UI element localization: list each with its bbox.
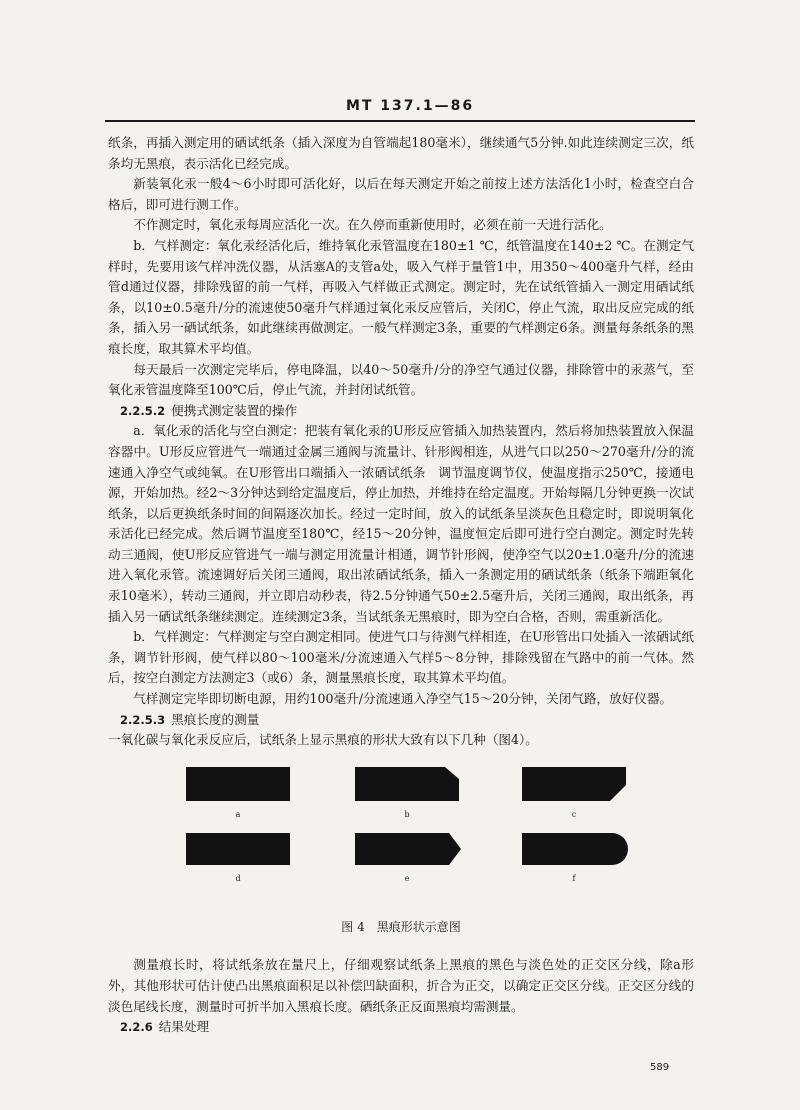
- page-number: 589: [650, 1062, 670, 1073]
- paragraph: 新装氧化汞一般4～6小时即可活化好，以后在每天测定开始之前按上述方法活化1小时，检查空白合格后，即可进行测工作。: [108, 176, 694, 212]
- paragraph: b．气样测定：气样测定与空白测定相同。使进气口与待测气样相连，在U形管出口处插入一浓硒试纸条，调节针形阀，使气样以80～100毫米/分流速通入气样5～8分钟，排除残留在气路中的前一气体。然后，按空白测定方法测定3（或6）条，测量黑痕长度，取其算术平均值。: [108, 629, 694, 686]
- shape-label-c: c: [571, 809, 577, 819]
- shape-label-d: d: [235, 873, 241, 883]
- stain-shape-a: [186, 767, 290, 801]
- shape-label-e: e: [404, 873, 410, 883]
- paragraph: 不作测定时，氧化汞每周应活化一次。在久停而重新使用时，必须在前一天进行活化。: [133, 217, 612, 233]
- stain-shape-c: [522, 767, 626, 801]
- paragraph: 测量痕长时，将试纸条放在量尺上，仔细观察试纸条上黑痕的黑色与淡色处的正交区分线，除a形外，其他形状可估计使凸出黑痕面积足以补偿凹缺面积，折合为正交，以确定正交区分线。正交区分线的淡色尾线长度，测量时可折半加入黑痕长度。硒纸条正反面黑痕均需测量。: [108, 957, 694, 1014]
- header-rule: [105, 120, 695, 122]
- section-heading-2252: [120, 401, 694, 422]
- paragraph: b．气样测定：氧化汞经活化后，维持氧化汞管温度在180±1 ℃，纸管温度在140±2 ℃。在测定气样时，先要用该气样冲洗仪器，从活塞A的支管a处，吸入气样于量管1中，用350～400毫升气样，经由管d通过仪器，排除残留的前一气样，再吸入气样做正式测定。测定时，先在试纸管插入一测定用硒试纸条，以10±0.5毫升/分的流速使50毫升气样通过氧化汞反应管后，关闭C，停止气流，取出反应完成的纸条，插入另一硒试纸条，如此继续再做测定。一般气样测定3条，重要的气样测定6条。测量每条纸条的黑痕长度，取其算术平均值。: [108, 237, 694, 356]
- paragraph: 纸条，再插入测定用的硒试纸条（插入深度为自管端起180毫米），继续通气5分钟.如此连续测定三次，纸条均无黑痕，表示活化已经完成。: [108, 135, 694, 171]
- shape-label-f: f: [572, 873, 576, 883]
- figure-4: [108, 757, 694, 909]
- section-title: 便携式测定装置的操作: [171, 402, 298, 418]
- section-heading-226: [120, 1017, 694, 1038]
- shape-label-a: a: [235, 809, 241, 819]
- paragraph: 气样测定完毕即切断电源，用约100毫升/分流速通入净空气15～20分钟，关闭气路，放好仪器。: [133, 691, 673, 707]
- paragraph: 一氧化碳与氧化汞反应后，试纸条上显示黑痕的形状大致有以下几种（图4）。: [108, 732, 538, 748]
- stain-shape-d: [186, 833, 290, 865]
- body-text: [108, 133, 694, 1038]
- section-title: 黑痕长度的测量: [171, 711, 260, 727]
- section-number: 2.2.5.3: [120, 712, 166, 727]
- shape-label-b: b: [404, 809, 410, 819]
- section-heading-2253: [120, 710, 694, 731]
- section-number: 2.2.6: [120, 1020, 153, 1035]
- paragraph: 每天最后一次测定完毕后，停电降温，以40～50毫升/分的净空气通过仪器，排除管中的汞蒸气，至氧化汞管温度降至100℃后，停止气流，并封闭试纸管。: [108, 361, 694, 398]
- stain-shape-f: [522, 833, 628, 865]
- stain-shape-b: [355, 767, 459, 801]
- standard-code-header: MT 137.1—86: [345, 98, 475, 114]
- section-title: 结果处理: [158, 1019, 210, 1035]
- section-number: 2.2.5.2: [120, 403, 166, 418]
- paragraph: a．氧化汞的活化与空白测定：把装有氧化汞的U形反应管插入加热装置内，然后将加热装置放入保温容器中。U形反应管进气一端通过金属三通阀与流量计、针形阀相连，从进气口以250～270毫升/分的流速通入净空气或纯氧。在U形管出口端插入一浓硒试纸条 调节温度调节仪，使温度指示250℃，接通电源，开始加热。经2～3分钟达到给定温度后，停止加热，并维持在给定温度。开始每隔几分钟更换一次试纸条，以后更换纸条时间的间隔逐次加长。经过一定时间，放入的试纸条呈淡灰色且稳定时，即说明氧化汞活化已经完成。然后调节温度至180℃，经15～20分钟，温度恒定后即可进行空白测定。测定时先转动三通阀，使U形反应管进气一端与测定用流量计相通，调节针形阀，使净空气以20±1.0毫升/分的流速进入氧化汞管。流速调好后关闭三通阀，取出浓硒试纸条，插入一条测定用的硒试纸条（纸条下端距氧化汞10毫米），转动三通阀，并立即启动秒表，待2.5分钟通气50±2.5毫升后，关闭三通阀，取出纸条，再插入另一硒试纸条继续测定。连续测定3条，当试纸条无黑痕时，即为空白合格，否则，需重新活化。: [108, 423, 694, 624]
- stain-shape-e: [355, 833, 461, 865]
- figure-caption: 图 4 黑痕形状示意图: [341, 919, 461, 934]
